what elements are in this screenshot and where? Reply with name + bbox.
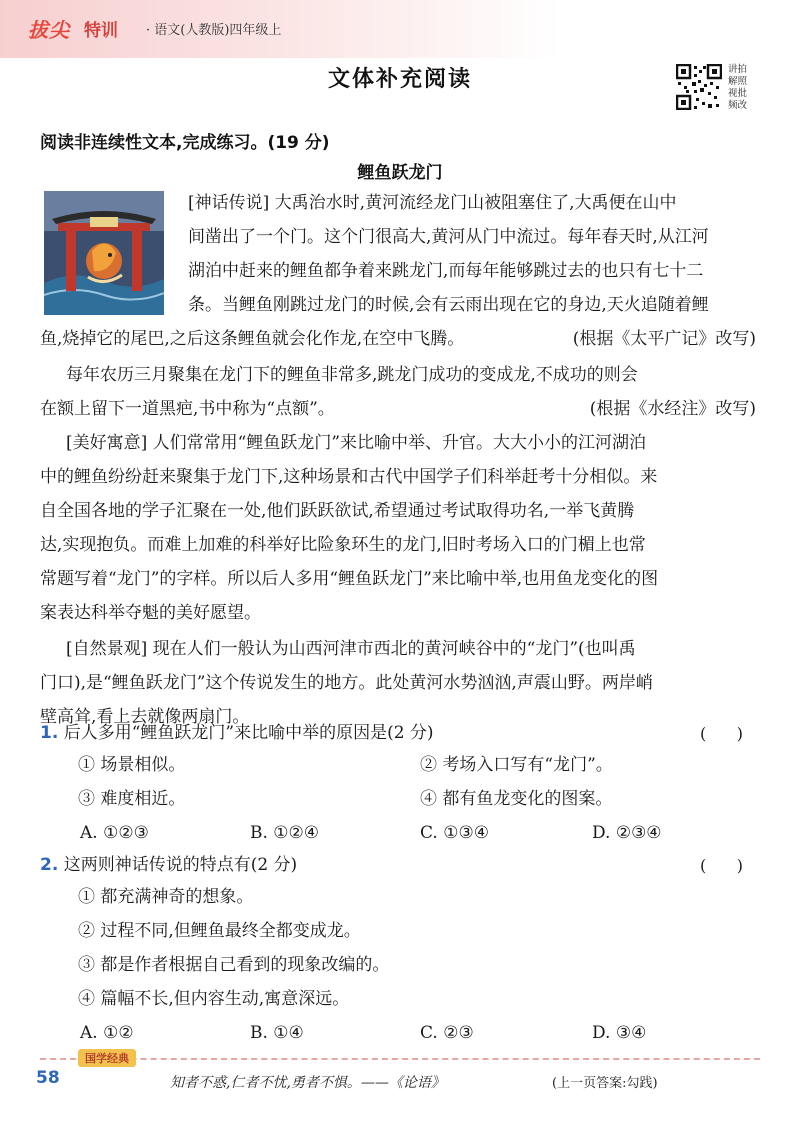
passage-line-text: 鱼,烧掉它的尾巴,之后这条鲤鱼就会化作龙,在空中飞腾。 xyxy=(40,329,465,349)
passage-line-text: 湖泊中赶来的鲤鱼都争着来跳龙门,而每年能够跳过去的也只有七十二 xyxy=(188,261,704,281)
instruction: 阅读非连续性文本,完成练习。(19 分) xyxy=(40,133,330,153)
answer-blank[interactable]: ( ) xyxy=(700,724,743,743)
subject-label: · 语文(人教版)四年级上 xyxy=(146,23,282,38)
passage-line-text: [自然景观] 现在人们一般认为山西河津市西北的黄河峡谷中的“龙门”(也叫禹 xyxy=(66,639,636,659)
question-stem xyxy=(40,852,297,878)
statement-item: ④ 篇幅不长,但内容生动,寓意深远。 xyxy=(78,989,350,1009)
passage-line xyxy=(66,362,756,388)
passage-line xyxy=(188,258,756,284)
passage-line xyxy=(188,190,756,216)
choice-option[interactable]: D. ③④ xyxy=(592,1023,647,1043)
footer-divider xyxy=(40,1058,760,1060)
choice-option[interactable]: A. ①② xyxy=(80,1023,134,1043)
passage-line-text: 间凿出了一个门。这个门很高大,黄河从门中流过。每年春天时,从江河 xyxy=(188,227,709,247)
passage-line xyxy=(40,670,756,696)
passage-line xyxy=(40,566,756,592)
passage-line xyxy=(40,532,756,558)
passage-line-text: 自全国各地的学子汇聚在一处,他们跃跃欲试,希望通过考试取得功名,一举飞黄腾 xyxy=(40,501,635,521)
page-title: 文体补充阅读 xyxy=(327,67,472,92)
statement-item: ④ 都有鱼龙变化的图案。 xyxy=(420,789,613,809)
question-stem xyxy=(40,720,434,746)
statement-item: ③ 都是作者根据自己看到的现象改编的。 xyxy=(78,955,390,975)
passage-line-text: 门口),是“鲤鱼跃龙门”这个传说发生的地方。此处黄河水势汹汹,声震山野。两岸峭 xyxy=(40,673,653,693)
statement-item: ② 考场入口写有“龙门”。 xyxy=(420,755,613,775)
passage-line-text: 每年农历三月聚集在龙门下的鲤鱼非常多,跳龙门成功的变成龙,不成功的则会 xyxy=(66,365,638,385)
passage-line-text: [神话传说] 大禹治水时,黄河流经龙门山被阻塞住了,大禹便在山中 xyxy=(188,193,677,213)
source-citation: (根据《水经注》改写) xyxy=(589,399,756,419)
brand-logo: 拔尖 xyxy=(28,18,70,42)
passage-line-text: 条。当鲤鱼刚跳过龙门的时候,会有云雨出现在它的身边,天火追随着鲤 xyxy=(188,295,709,315)
passage-line xyxy=(40,464,756,490)
header-banner xyxy=(0,0,800,58)
passage-line-text: 达,实现抱负。而难上加难的科举好比险象环生的龙门,旧时考场入口的门楣上也常 xyxy=(40,535,646,555)
passage-line-text: 常题写着“龙门”的字样。所以后人多用“鲤鱼跃龙门”来比喻中举,也用鱼龙变化的图 xyxy=(40,569,659,589)
choice-option[interactable]: B. ①④ xyxy=(250,1023,304,1043)
passage-line-text: 案表达科举夺魁的美好愿望。 xyxy=(40,603,261,623)
passage-line xyxy=(40,396,756,422)
choice-option[interactable]: C. ①③④ xyxy=(420,823,489,843)
statement-item: ③ 难度相近。 xyxy=(78,789,186,809)
question-number: 1. xyxy=(40,723,59,743)
passage-line xyxy=(40,600,261,626)
section-tag: 国学经典 xyxy=(78,1049,136,1067)
qr-code-label: 讲拍 解照 视批 频改 xyxy=(728,64,748,111)
previous-answer: (上一页答案:勾践) xyxy=(552,1076,658,1091)
choice-option[interactable]: A. ①②③ xyxy=(80,823,149,843)
question-text: 后人多用“鲤鱼跃龙门”来比喻中举的原因是(2 分) xyxy=(63,723,434,743)
choice-option[interactable]: B. ①②④ xyxy=(250,823,320,843)
passage-line-text: 在额上留下一道黑疤,书中称为“点额”。 xyxy=(40,399,335,419)
answer-blank[interactable]: ( ) xyxy=(700,856,743,875)
question-number: 2. xyxy=(40,855,59,875)
statement-item: ① 场景相似。 xyxy=(78,755,186,775)
passage-line xyxy=(66,636,756,662)
passage-title: 鲤鱼跃龙门 xyxy=(357,163,443,183)
footer-quote: 知者不惑,仁者不忧,勇者不惧。——《论语》 xyxy=(170,1075,445,1091)
question-text: 这两则神话传说的特点有(2 分) xyxy=(63,855,298,875)
passage-line xyxy=(188,292,756,318)
passage-line xyxy=(66,430,756,456)
page-number: 58 xyxy=(36,1068,60,1088)
passage-line-text: 壁高耸,看上去就像两扇门。 xyxy=(40,707,250,727)
statement-item: ① 都充满神奇的想象。 xyxy=(78,887,254,907)
dragon-gate-illustration xyxy=(44,191,164,315)
source-citation: (根据《太平广记》改写) xyxy=(572,329,756,349)
passage-line xyxy=(40,498,756,524)
choice-option[interactable]: C. ②③ xyxy=(420,1023,474,1043)
brand-series: 特训 xyxy=(84,21,118,41)
qr-code-icon[interactable] xyxy=(676,64,722,110)
passage-line xyxy=(188,224,756,250)
choice-option[interactable]: D. ②③④ xyxy=(592,823,662,843)
passage-line xyxy=(40,326,756,352)
passage-line-text: [美好寓意] 人们常常用“鲤鱼跃龙门”来比喻中举、升官。大大小小的江河湖泊 xyxy=(66,433,647,453)
passage-line-text: 中的鲤鱼纷纷赶来聚集于龙门下,这种场景和古代中国学子们科举赶考十分相似。来 xyxy=(40,467,658,487)
statement-item: ② 过程不同,但鲤鱼最终全都变成龙。 xyxy=(78,921,361,941)
